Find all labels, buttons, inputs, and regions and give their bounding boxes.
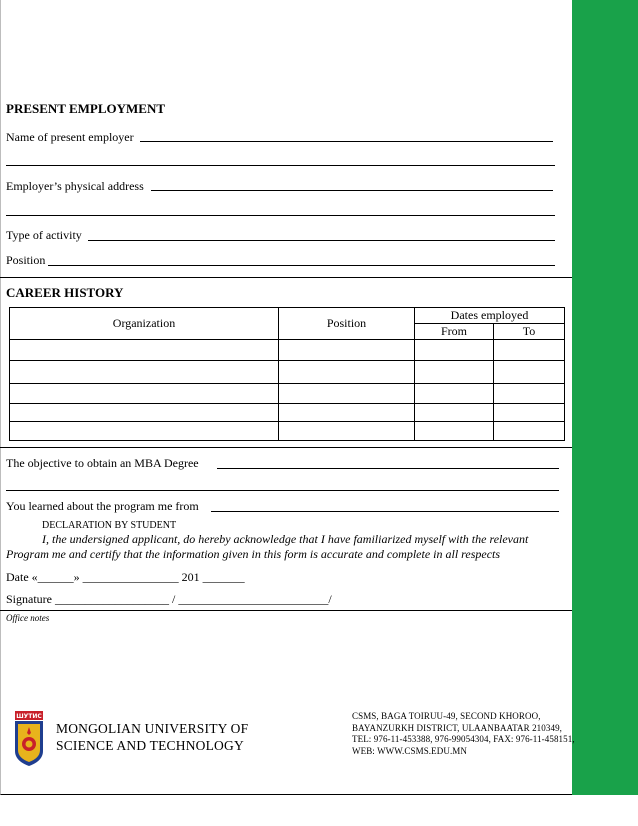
green-side-bar <box>572 0 638 795</box>
employer-address-field[interactable] <box>151 190 553 191</box>
date-line[interactable]: Date «______» ________________ 201 _______ <box>6 570 245 584</box>
column-header-organization: Organization <box>10 308 279 340</box>
cell-from[interactable] <box>415 422 494 441</box>
activity-type-label: Type of activity <box>6 228 82 242</box>
contact-address-block <box>352 711 575 757</box>
table-row <box>10 384 565 404</box>
office-notes-label: Office notes <box>6 613 50 623</box>
address-line3: TEL: 976-11-453388, 976-99054304, FAX: 976-11-458151, <box>352 734 575 744</box>
section-divider <box>0 277 572 278</box>
learned-about-label: You learned about the program me from <box>6 499 199 513</box>
employer-address-label: Employer’s physical address <box>6 179 144 193</box>
cell-position[interactable] <box>279 404 415 422</box>
cell-to[interactable] <box>494 361 565 384</box>
column-header-to: To <box>494 324 565 340</box>
employer-name-field[interactable] <box>140 141 553 142</box>
cell-from[interactable] <box>415 340 494 361</box>
column-header-from: From <box>415 324 494 340</box>
cell-from[interactable] <box>415 404 494 422</box>
activity-type-field[interactable] <box>88 240 555 241</box>
employer-name-field-continued[interactable] <box>6 165 555 166</box>
cell-from[interactable] <box>415 361 494 384</box>
university-crest-logo <box>14 711 44 767</box>
address-line2: BAYANZURKH DISTRICT, ULAANBAATAR 210349, <box>352 722 563 733</box>
signature-line[interactable]: Signature ___________________ / _________________________/ <box>6 592 332 606</box>
employer-name-label: Name of present employer <box>6 130 134 144</box>
cell-organization[interactable] <box>10 422 279 441</box>
position-label: Position <box>6 253 46 267</box>
cell-organization[interactable] <box>10 340 279 361</box>
cell-organization[interactable] <box>10 384 279 404</box>
cell-organization[interactable] <box>10 404 279 422</box>
section-divider <box>0 447 572 448</box>
cell-to[interactable] <box>494 404 565 422</box>
objective-field[interactable] <box>217 468 559 469</box>
university-name-line1: MONGOLIAN UNIVERSITY OF <box>56 721 249 736</box>
university-name-line2: SCIENCE AND TECHNOLOGY <box>56 738 244 753</box>
cell-position[interactable] <box>279 340 415 361</box>
cell-position[interactable] <box>279 384 415 404</box>
declaration-text-line1: I, the undersigned applicant, do hereby acknowledge that I have familiarized myself with the relevant <box>42 532 529 546</box>
declaration-text-line2: Program me and certify that the information given in this form is accurate and complete in all respects <box>6 547 501 561</box>
objective-label: The objective to obtain an MBA Degree <box>6 456 199 470</box>
cell-position[interactable] <box>279 422 415 441</box>
cell-to[interactable] <box>494 422 565 441</box>
column-header-position: Position <box>279 308 415 340</box>
address-line1: CSMS, BAGA TOIRUU-49, SECOND KHOROO, <box>352 711 541 721</box>
column-header-dates-employed: Dates employed <box>415 308 565 324</box>
employer-address-field-continued[interactable] <box>6 215 555 216</box>
cell-position[interactable] <box>279 361 415 384</box>
cell-organization[interactable] <box>10 361 279 384</box>
section-divider <box>0 610 572 611</box>
cell-to[interactable] <box>494 384 565 404</box>
crest-text: ШУТИС <box>16 713 42 720</box>
table-row <box>10 340 565 361</box>
career-history-table <box>9 307 565 441</box>
table-row <box>10 422 565 441</box>
cell-to[interactable] <box>494 340 565 361</box>
table-row <box>10 404 565 422</box>
career-history-heading: CAREER HISTORY <box>6 285 124 300</box>
address-line4: WEB: WWW.CSMS.EDU.MN <box>352 745 468 756</box>
cell-from[interactable] <box>415 384 494 404</box>
learned-about-field[interactable] <box>211 511 559 512</box>
position-field[interactable] <box>48 265 555 266</box>
table-row <box>10 361 565 384</box>
university-name <box>56 720 248 754</box>
present-employment-heading: PRESENT EMPLOYMENT <box>6 101 166 116</box>
objective-field-continued[interactable] <box>6 490 559 491</box>
declaration-heading: DECLARATION BY STUDENT <box>42 520 177 531</box>
